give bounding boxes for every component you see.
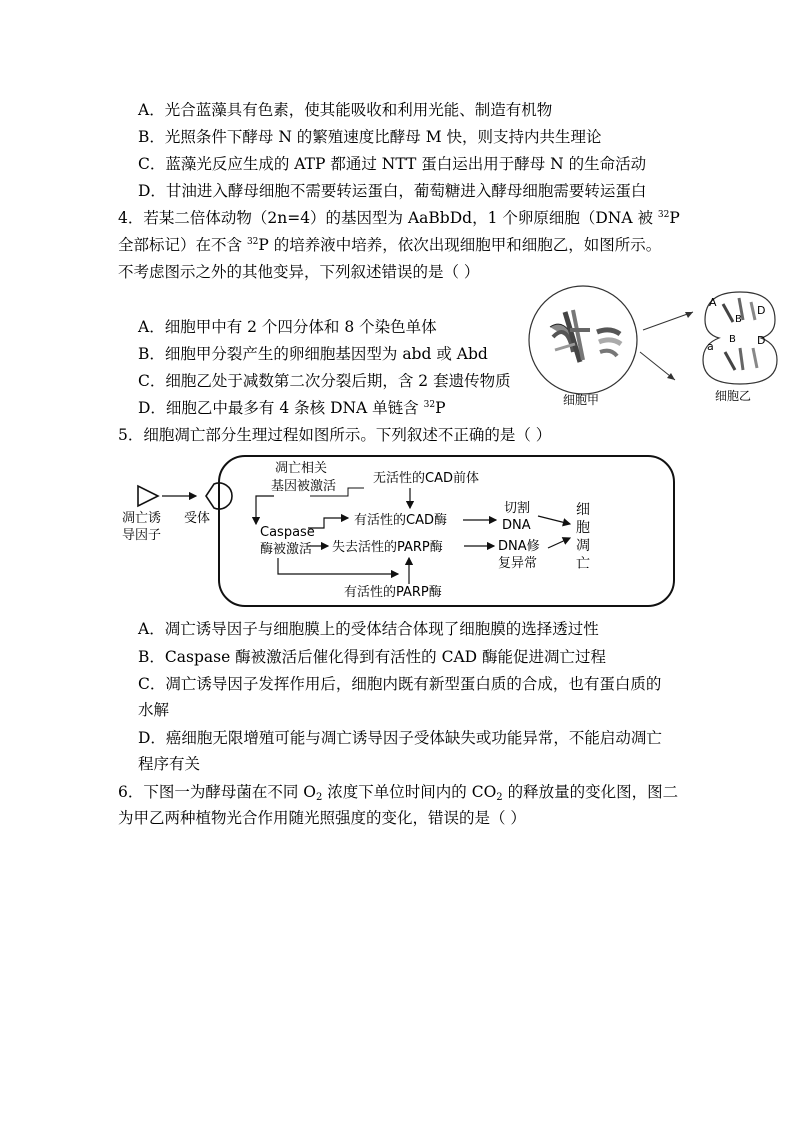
inactive-cad: 无活性的CAD前体: [373, 471, 479, 486]
isotope-p: P: [669, 209, 680, 227]
cell-yi-label: 细胞乙: [715, 389, 752, 403]
gene-D-bottom: D: [757, 334, 766, 347]
isotope-p: P: [435, 399, 446, 417]
q3-option-a: A．光合蓝藻具有色素，使其能吸收和利用光能、制造有机物: [138, 101, 553, 119]
q3-option-c: C．蓝藻光反应生成的 ATP 都通过 NTT 蛋白运出用于酵母 N 的生命活动: [138, 155, 647, 173]
q4-stem-line2: [118, 235, 661, 255]
q4-option-a: A．细胞甲中有 2 个四分体和 8 个染色单体: [138, 318, 437, 336]
cell-jia-label: 细胞甲: [563, 393, 600, 407]
gene-a: a: [707, 340, 714, 353]
q4-option-d-text: D．细胞乙中最多有 4 条核 DNA 单链含: [138, 399, 424, 417]
caspase-label-1: Caspase: [260, 525, 315, 540]
apoptosis-char-2: 胞: [576, 520, 590, 536]
q4-stem-line3: 不考虑图示之外的其他变异，下列叙述错误的是（ ）: [118, 263, 480, 281]
o2-subscript: 2: [316, 792, 323, 803]
q3-option-d: D．甘油进入酵母细胞不需要转运蛋白，葡萄糖进入酵母细胞需要转运蛋白: [138, 182, 647, 200]
inducer-triangle: [138, 486, 158, 506]
q4-option-b: B．细胞甲分裂产生的卵细胞基因型为 abd 或 Abd: [138, 345, 488, 363]
q4-stem-line2-b: P 的培养液中培养，依次出现细胞甲和细胞乙，如图所示。: [258, 236, 662, 254]
q4-stem-line1: [118, 208, 680, 228]
cell-jia: [529, 286, 637, 394]
gene-B-top: B: [735, 314, 742, 325]
isotope-sup: 32: [657, 210, 670, 220]
cut-dna-2: DNA: [502, 518, 531, 533]
apoptosis-char-4: 亡: [576, 556, 590, 572]
receptor-label: 受体: [184, 511, 211, 526]
apoptosis-diagram: [118, 450, 688, 612]
active-parp: 有活性的PARP酶: [344, 585, 442, 600]
q3-option-b: B．光照条件下酵母 N 的繁殖速度比酵母 M 快，则支持内共生理论: [138, 128, 602, 146]
q5-option-c-line1: C．凋亡诱导因子发挥作用后，细胞内既有新型蛋白质的合成，也有蛋白质的: [138, 675, 662, 693]
q5-stem: 5．细胞凋亡部分生理过程如图所示。下列叙述不正确的是（ ）: [118, 426, 552, 444]
q5-option-d-line1: D．癌细胞无限增殖可能与凋亡诱导因子受体缺失或功能异常，不能启动凋亡: [138, 729, 662, 747]
q5-option-d-line2: 程序有关: [138, 755, 201, 773]
isotope-sup: 32: [246, 237, 259, 247]
active-cad: 有活性的CAD酶: [354, 513, 447, 528]
q6-stem-line2: 为甲乙两种植物光合作用随光照强度的变化，错误的是（ ）: [118, 809, 526, 827]
isotope-sup: 32: [423, 400, 436, 410]
q6-text-b: 浓度下单位时间内的 CO: [322, 783, 497, 801]
dna-repair-1: DNA修: [498, 539, 540, 554]
apoptosis-char-1: 细: [576, 502, 590, 518]
co2-subscript: 2: [496, 792, 503, 803]
q6-text-c: 的释放量的变化图，图二: [502, 783, 679, 801]
q4-option-c: C．细胞乙处于减数第二次分裂后期，含 2 套遗传物质: [138, 372, 511, 390]
gene-A: A: [709, 296, 717, 309]
gene-activated-1: 凋亡相关: [275, 461, 328, 476]
q4-option-d: [138, 398, 446, 418]
apoptosis-char-3: 凋: [576, 538, 590, 554]
gene-activated-2: 基因被激活: [271, 479, 337, 494]
q6-text-a: 6．下图一为酵母菌在不同 O: [118, 783, 316, 801]
cell-division-figure: [525, 282, 785, 412]
cut-dna-1: 切割: [504, 501, 531, 516]
caspase-label-2: 酶被激活: [260, 542, 313, 557]
inactive-parp: 失去活性的PARP酶: [332, 540, 443, 555]
q4-stem-line1-text: 4．若某二倍体动物（2n=4）的基因型为 AaBbDd，1 个卵原细胞（DNA 被: [118, 209, 658, 227]
inducer-label-1: 凋亡诱: [122, 511, 162, 526]
gene-B-bottom: B: [729, 334, 736, 345]
dna-repair-2: 复异常: [498, 556, 538, 571]
q4-stem-line2-a: 全部标记）在不含: [118, 236, 247, 254]
q5-option-a: A．凋亡诱导因子与细胞膜上的受体结合体现了细胞膜的选择透过性: [138, 620, 599, 638]
q5-option-c-line2: 水解: [138, 701, 170, 719]
q5-option-b: B．Caspase 酶被激活后催化得到有活性的 CAD 酶能促进凋亡过程: [138, 648, 606, 666]
inducer-label-2: 导因子: [122, 528, 162, 543]
gene-D-top: D: [757, 304, 766, 317]
q6-stem-line1: [118, 782, 678, 802]
